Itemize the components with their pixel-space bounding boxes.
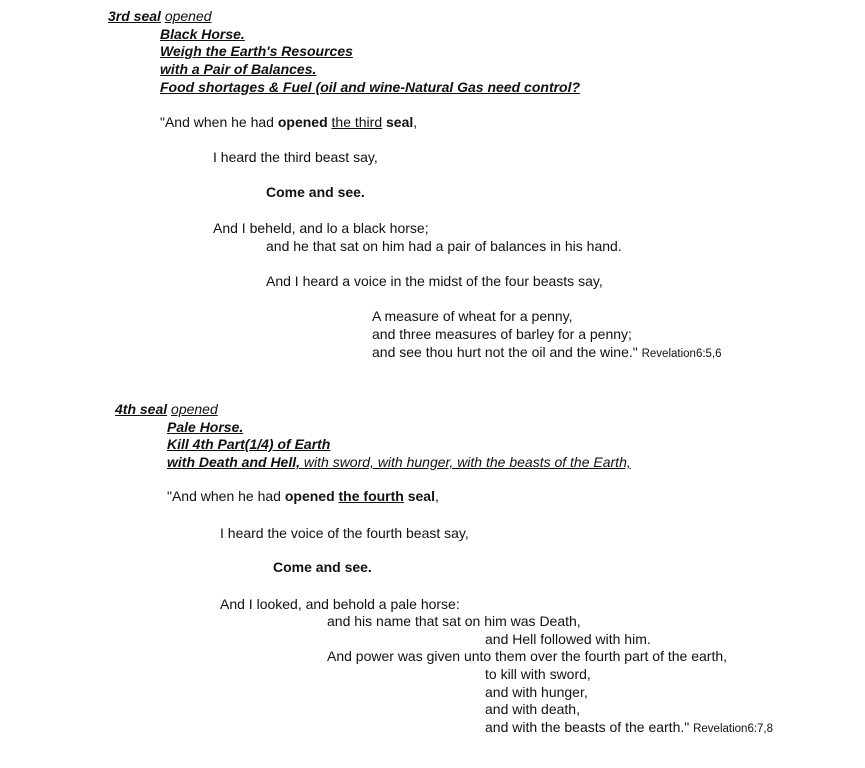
seal3-heading-suffix: opened [164,8,212,24]
seal4-intro-seal: seal [407,488,435,504]
seal4-reference: Revelation6:7,8 [693,723,774,735]
seal4-heading-suffix: opened [171,401,218,417]
seal4-heading-label: 4th seal [115,401,168,417]
seal4-line-3: And I looked, and behold a pale horse: [220,596,460,612]
seal3-line-2: Come and see. [266,184,365,200]
seal4-death-hell-extra: with sword, with hunger, with the beasts of the Earth, [300,454,631,470]
seal3-intro-the-third: the third [331,114,383,130]
seal4-line-4: and his name that sat on him was Death, [327,613,581,629]
seal4-line-9: and with death, [485,701,580,717]
seal4-intro-pre: "And when he had [167,488,285,504]
seal4-line-1: I heard the voice of the fourth beast say, [220,525,469,541]
seal4-intro-the-fourth: the fourth [338,488,404,504]
seal4-description-2: Kill 4th Part(1/4) of Earth [167,436,331,452]
seal4-line-5: and Hell followed with him. [485,631,651,647]
seal3-description-2: Weigh the Earth's Resources [160,43,353,59]
seal3-line-1: I heard the third beast say, [213,149,378,165]
seal4-line-6: And power was given unto them over the fourth part of the earth, [327,648,728,664]
seal3-description-1: Black Horse. [160,26,245,42]
seal3-intro-line [160,114,417,131]
seal4-description-1: Pale Horse. [167,419,244,435]
seal4-line-8: and with hunger, [485,684,588,700]
seal4-line-10-text: and with the beasts of the earth." [485,719,690,735]
seal4-line-7: to kill with sword, [485,666,591,682]
seal4-intro-line [167,488,439,505]
seal3-intro-post: , [413,114,418,130]
seal3-line-3: And I beheld, and lo a black horse; [213,220,429,236]
seal4-line-10 [485,719,773,738]
seal3-line-4: and he that sat on him had a pair of balances in his hand. [266,238,622,254]
seal3-description-3: with a Pair of Balances. [160,61,317,77]
seal3-reference: Revelation6:5,6 [641,348,722,360]
seal3-heading-label: 3rd seal [108,8,161,24]
seal3-line-6: A measure of wheat for a penny, [372,308,573,324]
seal4-line-2: Come and see. [273,559,372,575]
seal3-line-7: and three measures of barley for a penny; [372,326,632,342]
seal4-death-hell: with Death and Hell, [167,454,301,470]
seal4-intro-opened: opened [284,488,335,504]
seal4-description-3 [167,454,631,471]
seal3-intro-opened: opened [277,114,328,130]
seal3-line-8-text: and see thou hurt not the oil and the wine." [372,344,638,360]
seal3-line-8 [372,344,722,363]
seal3-line-5: And I heard a voice in the midst of the four beasts say, [266,273,603,289]
seal3-intro-pre: "And when he had [160,114,278,130]
seal3-intro-seal: seal [386,114,414,130]
seal4-heading [115,401,218,418]
seal3-heading [108,8,212,25]
seal3-description-4: Food shortages & Fuel (oil and wine-Natural Gas need control? [160,79,581,95]
seal4-intro-post: , [434,488,439,504]
